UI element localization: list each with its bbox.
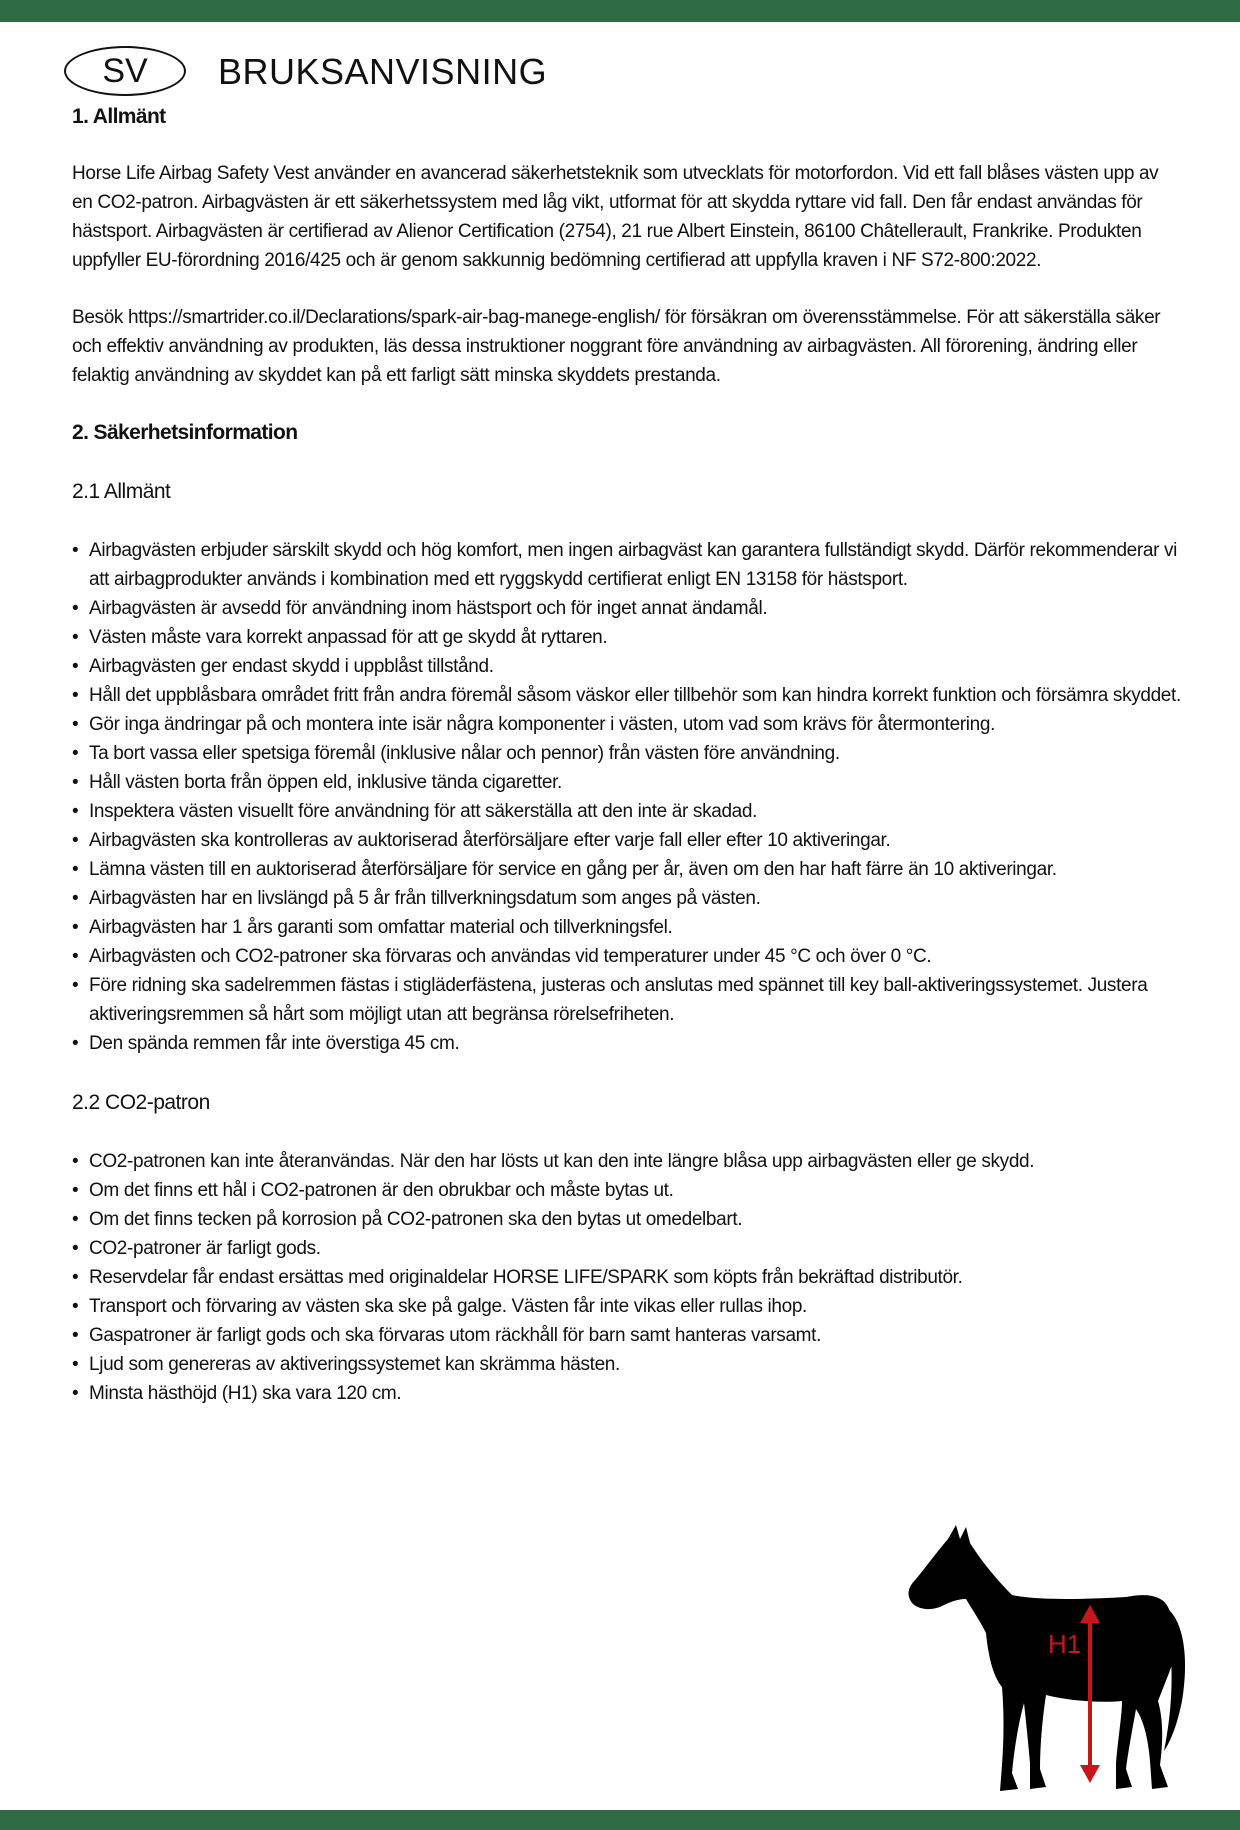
list-item: • Airbagvästen ger endast skydd i uppblåst tillstånd.: [72, 652, 1182, 681]
list-item: • Ljud som genereras av aktiveringssystemet kan skrämma hästen.: [72, 1350, 1182, 1379]
general-safety-list: [72, 536, 1182, 1058]
list-item: • Airbagvästen erbjuder särskilt skydd och hög komfort, men ingen airbagväst kan garantera fullständigt skydd. Därför rekommenderar vi att airbagprodukter används i kombination med ett ryggskydd certifierat enligt EN 13158 för hästsport.: [72, 536, 1182, 594]
page-title: BRUKSANVISNING: [218, 50, 548, 92]
list-item: • Västen måste vara korrekt anpassad för att ge skydd åt ryttaren.: [72, 623, 1182, 652]
section-1-paragraph-2: Besök https://smartrider.co.il/Declarations/spark-air-bag-manege-english/ för försäkran om överensstämmelse. För att säkerställa säker och effektiv användning av produkten, läs dessa instruktioner noggrant före användning av airbagvästen. All förorening, ändring eller felaktig användning av skyddet kan på ett farligt sätt minska skyddets prestanda.: [72, 307, 1161, 386]
h1-label: H1: [1048, 1629, 1082, 1659]
horse-height-figure: [900, 1525, 1185, 1795]
list-item: • Airbagvästen är avsedd för användning inom hästsport och för inget annat ändamål.: [72, 594, 1182, 623]
section-1-paragraph-1: Horse Life Airbag Safety Vest använder en avancerad säkerhetsteknik som utvecklats för motorfordon. Vid ett fall blåses västen upp av en CO2-patron. Airbagvästen är ett säkerhetssystem med låg vikt, utformat för att skydda ryttare vid fall. Den får endast användas för hästsport. Airbagvästen är certifierad av Alienor Certification (2754), 21 rue Albert Einstein, 86100 Châtellerault, Frankrike. Produkten uppfyller EU-förordning 2016/425 och är genom sakkunnig bedömning certifierad att uppfylla kraven i NF S72-800:2022.: [72, 163, 1159, 271]
list-item: • CO2-patronen kan inte återanvändas. När den har lösts ut kan den inte längre blåsa upp airbagvästen eller ge skydd.: [72, 1147, 1182, 1176]
list-item: • Lämna västen till en auktoriserad återförsäljare för service en gång per år, även om den har haft färre än 10 aktiveringar.: [72, 855, 1182, 884]
section-1-heading: 1. Allmänt: [72, 105, 166, 128]
list-item: • Minsta hästhöjd (H1) ska vara 120 cm.: [72, 1379, 1182, 1408]
horse-silhouette-icon: [909, 1525, 1176, 1791]
list-item: • Airbagvästen har 1 års garanti som omfattar material och tillverkningsfel.: [72, 913, 1182, 942]
list-item: • Före ridning ska sadelremmen fästas i stigläderfästena, justeras och anslutas med spännet till key ball-aktiveringssystemet. Justera aktiveringsremmen så hårt som möjligt utan att begränsa rörelsefriheten.: [72, 971, 1182, 1029]
list-item: • Den spända remmen får inte överstiga 45 cm.: [72, 1029, 1182, 1058]
section-2-heading: 2. Säkerhetsinformation: [72, 421, 298, 444]
section-2-2-heading: 2.2 CO2-patron: [72, 1091, 210, 1114]
list-item: • Håll västen borta från öppen eld, inklusive tända cigaretter.: [72, 768, 1182, 797]
list-item: • Ta bort vassa eller spetsiga föremål (inklusive nålar och pennor) från västen före användning.: [72, 739, 1182, 768]
page-header: [64, 40, 1182, 102]
list-item: • Airbagvästen ska kontrolleras av auktoriserad återförsäljare efter varje fall eller efter 10 aktiveringar.: [72, 826, 1182, 855]
list-item: • Airbagvästen har en livslängd på 5 år från tillverkningsdatum som anges på västen.: [72, 884, 1182, 913]
list-item: • Airbagvästen och CO2-patroner ska förvaras och användas vid temperaturer under 45 °C och över 0 °C.: [72, 942, 1182, 971]
section-2-1-heading: 2.1 Allmänt: [72, 480, 171, 503]
co2-cartridge-list: [72, 1147, 1182, 1408]
list-item: • Håll det uppblåsbara området fritt från andra föremål såsom väskor eller tillbehör som kan hindra korrekt funktion och försämra skyddet.: [72, 681, 1182, 710]
list-item: • Inspektera västen visuellt före användning för att säkerställa att den inte är skadad.: [72, 797, 1182, 826]
bottom-color-band: [0, 1810, 1240, 1830]
manual-page: [72, 40, 1182, 1408]
list-item: • Transport och förvaring av västen ska ske på galge. Västen får inte vikas eller rullas ihop.: [72, 1292, 1182, 1321]
language-badge: SV: [64, 46, 186, 96]
list-item: • Gaspatroner är farligt gods och ska förvaras utom räckhåll för barn samt hanteras varsamt.: [72, 1321, 1182, 1350]
list-item: • Reservdelar får endast ersättas med originaldelar HORSE LIFE/SPARK som köpts från bekräftad distributör.: [72, 1263, 1182, 1292]
list-item: • CO2-patroner är farligt gods.: [72, 1234, 1182, 1263]
list-item: • Om det finns ett hål i CO2-patronen är den obrukbar och måste bytas ut.: [72, 1176, 1182, 1205]
list-item: • Om det finns tecken på korrosion på CO2-patronen ska den bytas ut omedelbart.: [72, 1205, 1182, 1234]
list-item: • Gör inga ändringar på och montera inte isär några komponenter i västen, utom vad som krävs för återmontering.: [72, 710, 1182, 739]
top-color-band: [0, 0, 1240, 22]
